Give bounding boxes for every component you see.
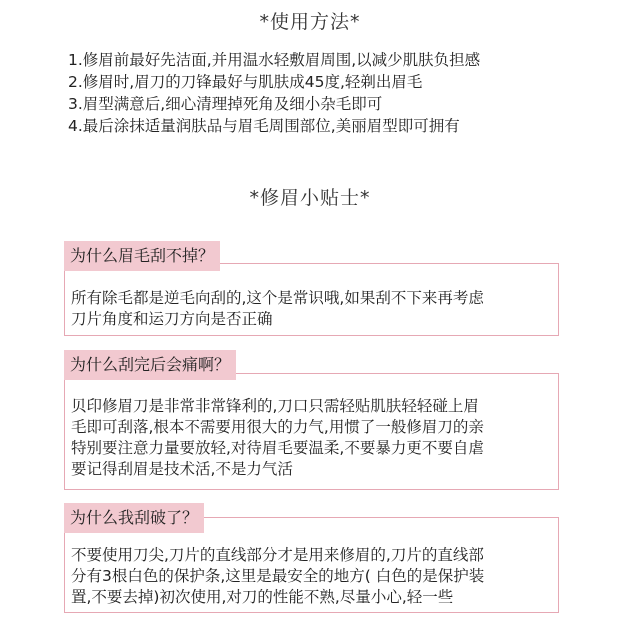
tip-2-answer-line-2: 毛即可刮落,根本不需要用很大的力气,用惯了一般修眉刀的亲: [71, 418, 484, 436]
tip-1-answer-line-2: 刀片角度和运刀方向是否正确: [71, 310, 273, 328]
usage-step-3: 3.眉型满意后,细心清理掉死角及细小杂毛即可: [68, 95, 383, 113]
tip-2-box: [64, 373, 559, 490]
usage-step-1: 1.修眉前最好先洁面,并用温水轻敷眉周围,以减少肌肤负担感: [68, 51, 481, 69]
tip-1-question: 为什么眉毛刮不掉？: [64, 241, 220, 271]
tip-2-answer-line-3: 特别要注意力量要放轻,对待眉毛要温柔,不要暴力更不要自虐: [71, 439, 484, 457]
tip-1-answer-line-1: 所有除毛都是逆毛向刮的,这个是常识哦,如果刮不下来再考虑: [71, 289, 484, 307]
usage-step-2: 2.修眉时,眉刀的刀锋最好与肌肤成45度,轻剃出眉毛: [68, 73, 423, 91]
usage-title: *使用方法*: [259, 11, 361, 33]
tip-1-box: [64, 263, 559, 336]
tip-3-answer-line-1: 不要使用刀尖,刀片的直线部分才是用来修眉的,刀片的直线部: [71, 546, 484, 564]
tips-title: *修眉小贴士*: [249, 187, 371, 209]
tip-2-answer-line-1: 贝印修眉刀是非常非常锋利的,刀口只需轻贴肌肤轻轻碰上眉: [71, 397, 479, 415]
tip-3-question: 为什么我刮破了？: [64, 503, 204, 533]
tip-3-answer-line-3: 置,不要去掉)初次使用,对刀的性能不熟,尽量小心,轻一些: [71, 588, 454, 606]
usage-steps-list: [68, 49, 608, 137]
tip-2-question: 为什么刮完后会痛啊？: [64, 350, 236, 380]
tip-3-answer-line-2: 分有3根白色的保护条,这里是最安全的地方( 白色的是保护装: [71, 567, 485, 585]
usage-step-4: 4.最后涂抹适量润肤品与眉毛周围部位,美丽眉型即可拥有: [68, 117, 460, 135]
tip-2-answer-line-4: 要记得刮眉是技术活,不是力气活: [71, 460, 293, 478]
